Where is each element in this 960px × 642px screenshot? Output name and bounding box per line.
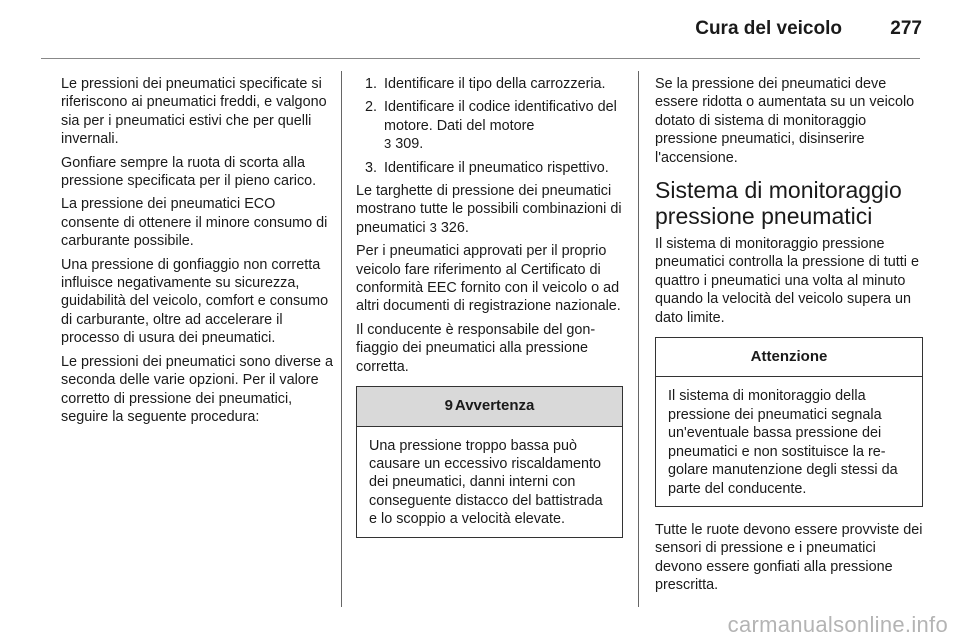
paragraph: Le pressioni dei pneumatici sono diverse a seconda delle varie opzioni. Per il valore corretto di pressione dei pneumatici, seguire la seguente procedura: (61, 353, 333, 425)
paragraph: Gonfiare sempre la ruota di scorta alla pressione specificata per il pieno carico. (61, 154, 317, 190)
list-number: 3. (365, 159, 378, 176)
paragraph: Se la pressione dei pneumatici deve essere ridotta o aumentata su un veicolo dotato di sistema di monitoraggio pressione pneumatici, disinserire l'accensione. (655, 76, 915, 166)
paragraph: Tutte le ruote devono essere provviste dei sensori di pressione e i pneumatici devono essere gonfiati alla pressione prescritta. (655, 521, 923, 594)
column-2 (356, 75, 623, 538)
warning-body: Una pressione troppo bassa può causare un eccessivo riscaldamento dei pneumatici, danni interni con conseguente distacco del battistrada e lo scoppio a velocità elevate. (369, 437, 603, 528)
column-1 (61, 75, 333, 431)
procedure-list (356, 75, 623, 177)
paragraph: Per i pneumatici approvati per il proprio veicolo fare riferimento al Certificato di conformità EEC fornito con il veicolo o ad altri documenti di registrazione nazionale. (356, 243, 621, 315)
paragraph (356, 182, 623, 237)
paragraph: Il sistema di monitoraggio pressione pneumatici controlla la pressione di tutti e quattro i pneumatici una volta al minuto quando la velocità del veicolo supera un dato limite. (655, 236, 919, 326)
list-text: Identificare il tipo della carrozzeria. (384, 76, 606, 92)
paragraph: Il conducente è responsabile del gonfiaggio dei pneumatici alla pressione corretta. (356, 321, 596, 375)
column-divider-2 (638, 71, 639, 607)
column-divider-1 (341, 71, 342, 607)
header-divider (41, 58, 920, 59)
page-number: 277 (890, 18, 922, 39)
list-number: 2. (365, 99, 378, 116)
paragraph: Le pressioni dei pneumatici specificate si riferiscono ai pneumatici freddi, e valgono sia per i pneumatici estivi che per quelli invernali. (61, 76, 327, 148)
section-title: Cura del veicolo (695, 18, 842, 39)
page-reference-icon: 3 (384, 136, 392, 152)
list-text: Identificare il codice identificativo del motore. Dati del motore (384, 99, 617, 134)
list-item (356, 159, 623, 177)
page-reference-icon: 3 (429, 219, 437, 235)
paragraph-text: Le targhette di pressione dei pneumatici mostrano tutte le possibili combinazioni di pneumatici (356, 183, 622, 236)
paragraph: Una pressione di gonfiaggio non corretta influisce negativamente su sicurezza, guidabilità del veicolo, comfort e consumo di carburante, oltre ad accelerare il processo di usura dei pneumatici. (61, 256, 329, 347)
notice-box (655, 337, 923, 507)
warning-box (356, 386, 623, 537)
list-item (356, 75, 623, 93)
notice-box-header: Attenzione (656, 338, 922, 377)
page-header (0, 0, 960, 50)
list-number: 1. (365, 76, 378, 92)
warning-box-header (357, 387, 622, 426)
list-text: Identificare il pneumatico rispettivo. (384, 159, 609, 176)
notice-body: Il sistema di monitoraggio della pressione dei pneumatici segnala un'eventuale bassa pressione dei pneumatici e non sostituisce la regolare manutenzione degli stessi da parte del conducente. (668, 388, 898, 497)
page-reference-link[interactable]: 309. (395, 136, 424, 153)
section-heading: Sistema di monitoraggio pressione pneumatici (655, 177, 902, 230)
warning-triangle-icon: 9 (444, 397, 453, 415)
paragraph: La pressione dei pneumatici ECO consente di ottenere il minore consumo di carburante possibile. (61, 196, 328, 250)
column-3 (655, 75, 923, 600)
warning-title: Avvertenza (454, 397, 535, 415)
page-reference-link[interactable]: 326. (440, 219, 469, 236)
watermark: carmanualsonline.info (727, 612, 948, 637)
list-item (356, 98, 623, 153)
